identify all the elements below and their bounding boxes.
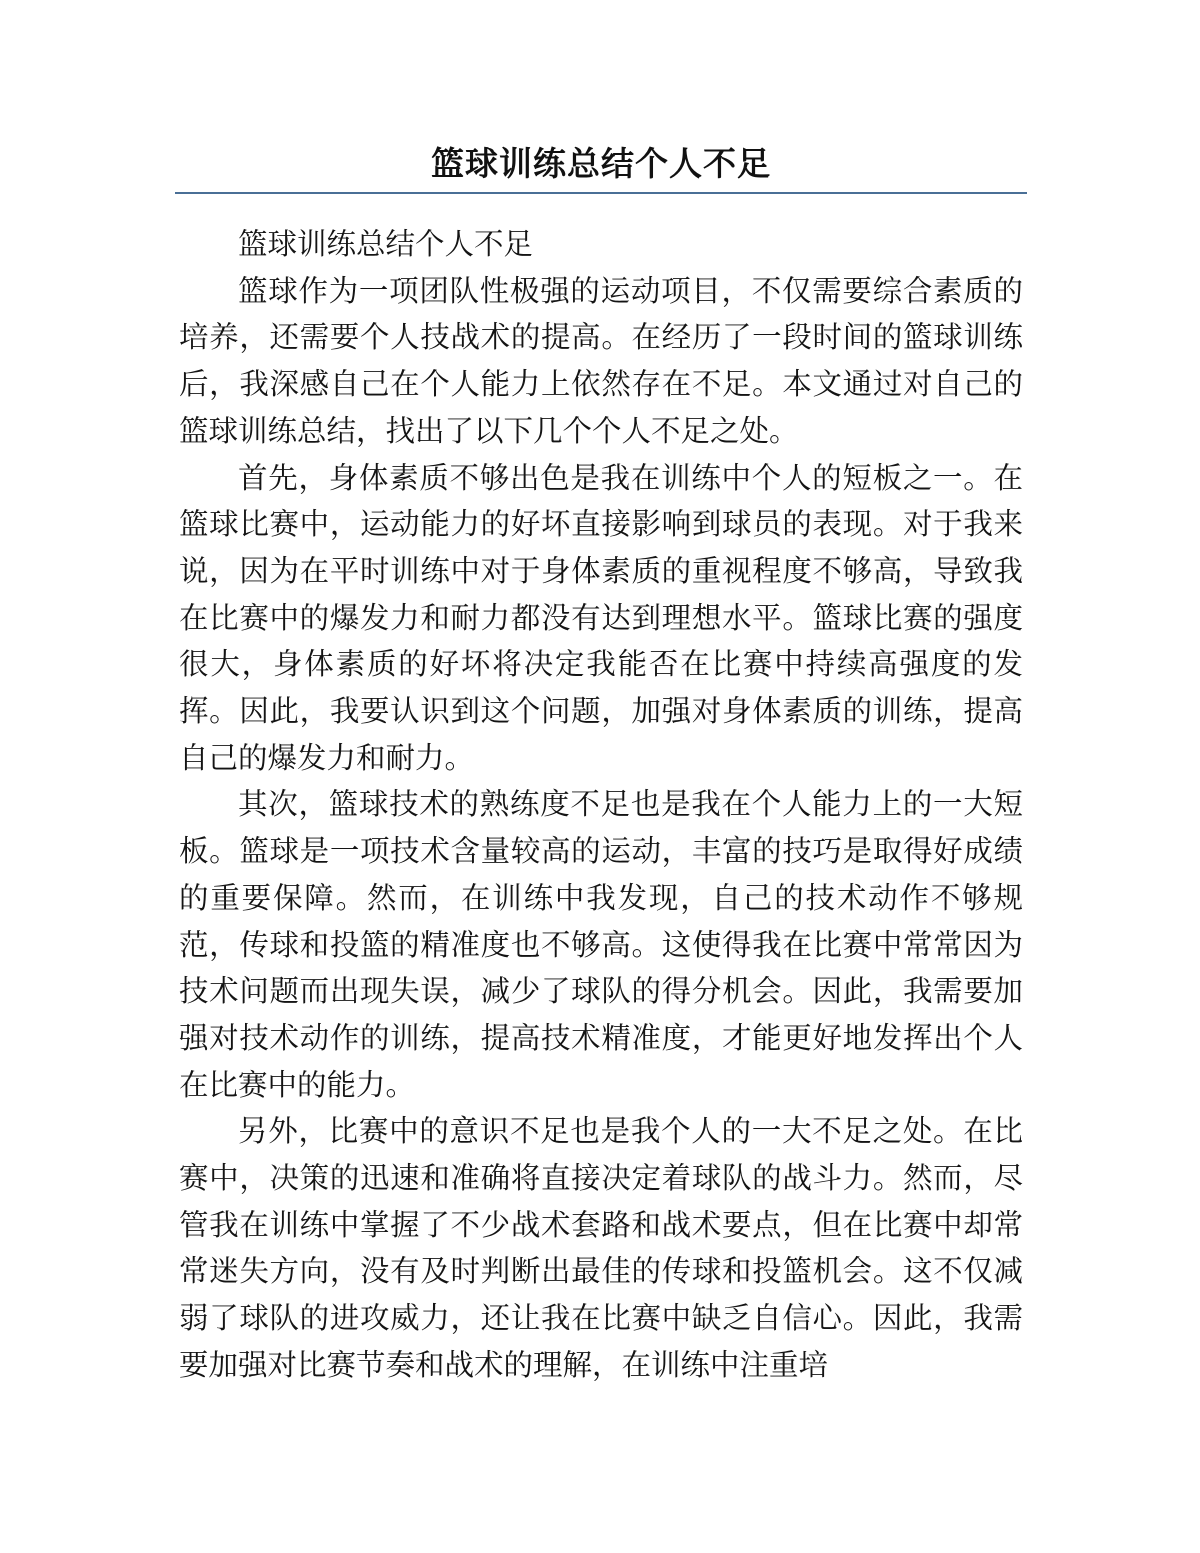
- paragraph-technique: 其次，篮球技术的熟练度不足也是我在个人能力上的一大短板。篮球是一项技术含量较高的运动，丰富的技巧是取得好成绩的重要保障。然而，在训练中我发现，自己的技术动作不够规范，传球和投篮的精准度也不够高。这使得我在比赛中常常因为技术问题而出现失误，减少了球队的得分机会。因此，我需要加强对技术动作的训练，提高技术精准度，才能更好地发挥出个人在比赛中的能力。: [179, 787, 1023, 1102]
- page-title: 篮球训练总结个人不足: [431, 144, 771, 183]
- paragraph-physical: 首先，身体素质不够出色是我在训练中个人的短板之一。在篮球比赛中，运动能力的好坏直接影响到球员的表现。对于我来说，因为在平时训练中对于身体素质的重视程度不够高，导致我在比赛中的爆发力和耐力都没有达到理想水平。篮球比赛的强度很大，身体素质的好坏将决定我能否在比赛中持续高强度的发挥。因此，我要认识到这个问题，加强对身体素质的训练，提高自己的爆发力和耐力。: [179, 460, 1023, 775]
- document-body: [179, 221, 1023, 1389]
- title-divider: [175, 192, 1027, 194]
- paragraph-awareness: 另外，比赛中的意识不足也是我个人的一大不足之处。在比赛中，决策的迅速和准确将直接决定着球队的战斗力。然而，尽管我在训练中掌握了不少战术套路和战术要点，但在比赛中却常常迷失方向，没有及时判断出最佳的传球和投篮机会。这不仅减弱了球队的进攻威力，还让我在比赛中缺乏自信心。因此，我需要加强对比赛节奏和战术的理解，在训练中注重培: [179, 1114, 1023, 1382]
- paragraph-subtitle: 篮球训练总结个人不足: [238, 227, 534, 261]
- paragraph-intro: 篮球作为一项团队性极强的运动项目，不仅需要综合素质的培养，还需要个人技战术的提高。在经历了一段时间的篮球训练后，我深感自己在个人能力上依然存在不足。本文通过对自己的篮球训练总结，找出了以下几个个人不足之处。: [179, 273, 1023, 448]
